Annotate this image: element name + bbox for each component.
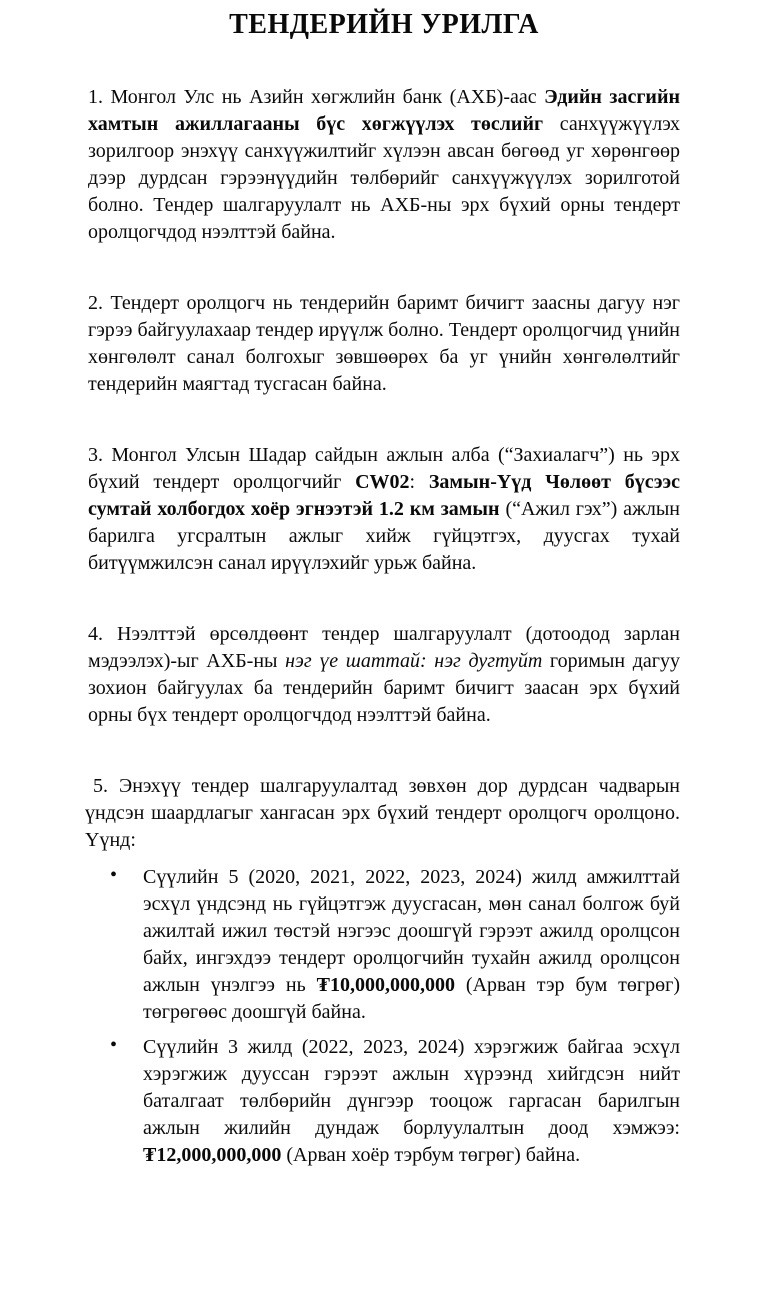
paragraph-1: 1. Монгол Улс нь Азийн хөгжлийн банк (АХБ)-аас Эдийн засгийн хамтын ажиллагааны бүс хөгжүүлэх төслийг санхүүжүүлэх зорилгоор энэхүү санхүүжилтийг хүлээн авсан бөгөөд уг хөрөнгөөр дээр дурдсан гэрээнүүдийн төлбөрийг санхүүжүүлэх зорилготой болно. Тендер шалгаруулалт нь АХБ-ны эрх бүхий орны тендерт оролцогчдод нээлттэй байна.	[88, 86, 680, 243]
paragraph-3: 3. Монгол Улсын Шадар сайдын ажлын алба (“Захиалагч”) нь эрх бүхий тендерт оролцогчийг CW02: Замын-Үүд Чөлөөт бүсээс сумтай холбогдох хоёр эгнээтэй 1.2 км замын (“Ажил гэх”) ажлын барилга угсралтын ажлыг хийж гүйцэтгэх, дуусгах тухай битүүмжилсэн санал ирүүлэхийг урьж байна.	[88, 444, 681, 574]
bullet-text-1: Сүүлийн 5 (2020, 2021, 2022, 2023, 2024) жилд амжилттай эсхүл үндсэнд нь гүйцэтгэж дуусгасан, мөн санал болгож буй ажилтай ижил төстэй нэгээс доошгүй гэрээт ажилд оролцсон байх, ингэхдээ тендерт оролцогчийн тухайн ажилд оролцсон ажлын үнэлгээ нь ₮10,000,000,000 (Арван тэр бум төгрөг) төгрөгөөс доошгүй байна.	[143, 866, 680, 1023]
paragraph-4: 4. Нээлттэй өрсөлдөөнт тендер шалгаруулалт (дотоодод зарлан мэдээлэх)-ыг АХБ-ны нэг үе шаттай: нэг дугтуйт горимын дагуу зохион байгуулах ба тендерийн баримт бичигт заасан эрх бүхий орны бүх тендерт оролцогчдод нээлттэй байна.	[88, 623, 680, 726]
bullet-icon: •	[110, 1034, 118, 1056]
bullet-text-2: Сүүлийн 3 жилд (2022, 2023, 2024) хэрэгжиж байгаа эсхүл хэрэгжиж дууссан гэрээт ажлын хүрээнд хийгдсэн нийт баталгаат төлбөрийн дүнгээр тооцож гаргасан барилгын ажлын жилийн дундаж борлуулалтын доод хэмжээ: ₮12,000,000,000 (Арван хоёр тэрбум төгрөг) байна.	[143, 1036, 680, 1166]
list-item	[110, 1034, 680, 1169]
qualification-bullet-list	[88, 864, 680, 1169]
bullet-icon: •	[110, 864, 118, 886]
paragraph-5: 5. Энэхүү тендер шалгаруулалтад зөвхөн дор дурдсан чадварын үндсэн шаардлагыг хангасан эрх бүхий тендерт оролцогч оролцоно. Үүнд:	[85, 775, 680, 851]
list-item	[110, 864, 680, 1026]
paragraph-2: 2. Тендерт оролцогч нь тендерийн баримт бичигт заасны дагуу нэг гэрээ байгуулахаар тендер ирүүлж болно. Тендерт оролцогчид үнийн хөнгөлөлт санал болгохыг зөвшөөрөх ба уг үнийн хөнгөлөлтийг тендерийн маягтад тусгасан байна.	[88, 292, 680, 395]
page-title: ТЕНДЕРИЙН УРИЛГА	[229, 9, 539, 40]
